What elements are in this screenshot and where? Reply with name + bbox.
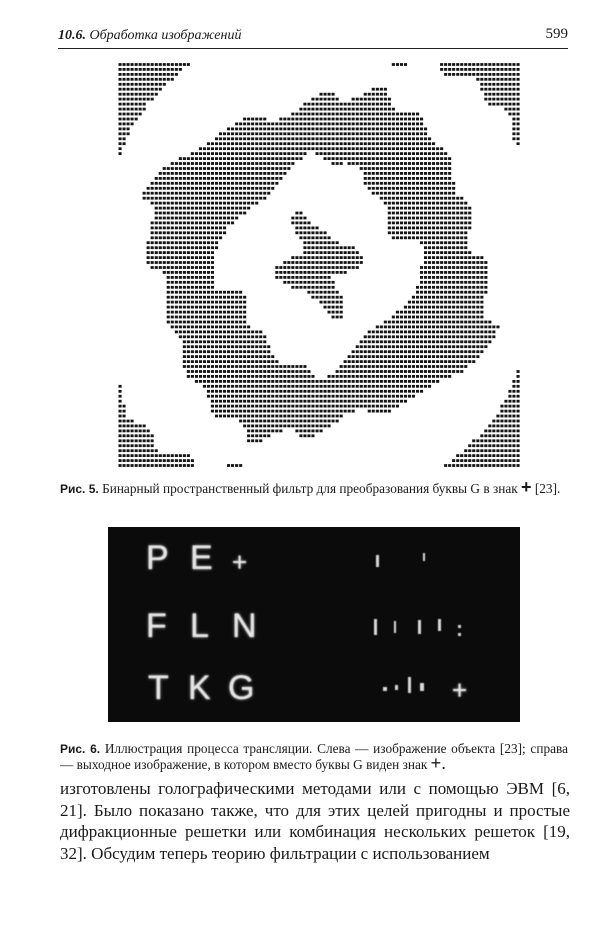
running-header <box>58 26 568 49</box>
page-number: 599 <box>545 26 568 42</box>
output-trace <box>438 619 441 631</box>
output-trace <box>374 619 377 635</box>
figure-6-photo <box>108 527 520 722</box>
output-trace <box>395 685 398 690</box>
output-trace <box>423 553 425 561</box>
output-trace <box>458 633 461 636</box>
output-trace <box>383 687 387 691</box>
input-letter-t: T <box>148 669 169 707</box>
output-trace <box>420 683 424 691</box>
output-plus: + <box>452 675 468 705</box>
section-title: Обработка изображений <box>89 28 242 43</box>
figure-5-reference: [23]. <box>534 481 561 496</box>
figure-5-caption <box>60 477 572 497</box>
figure-6-label: Рис. 6. <box>60 742 101 756</box>
figure-6-plus-symbol: +. <box>430 753 447 773</box>
output-trace <box>394 621 396 633</box>
input-letter-e: E <box>190 539 213 577</box>
output-trace <box>408 677 411 693</box>
input-letter-k: K <box>188 669 211 707</box>
filter-pattern <box>119 63 520 467</box>
output-trace <box>458 625 461 628</box>
input-letter-g: G <box>228 669 255 707</box>
figure-5-label: Рис. 5. <box>60 482 99 496</box>
input-letter-l: L <box>190 607 209 645</box>
figure-6-caption-text: Иллюстрация процесса трансляции. Слева — изображение объекта [23]; справа — выходное изображение, в котором вместо буквы G виден знак <box>60 741 569 772</box>
section-number: 10.6. <box>58 28 86 43</box>
input-letter-p: P <box>146 539 169 577</box>
input-letter-f: F <box>146 607 167 645</box>
body-text <box>60 778 570 864</box>
output-trace <box>418 620 421 634</box>
input-letter-n: N <box>232 607 257 645</box>
body-paragraph: изготовлены голографическими методами или с помощью ЭВМ [6, 21]. Было показано также, что для этих целей пригодны и простые дифракционные решетки или комбинация нескольких решеток [19, 32]. Обсудим теперь теорию фильтрации с использованием <box>60 779 570 863</box>
output-trace <box>376 555 379 567</box>
running-title <box>58 28 241 44</box>
figure-5-caption-text: Бинарный пространственный фильтр для преобразования буквы G в знак <box>102 481 518 496</box>
figure-5-binary-filter <box>118 62 520 468</box>
figure-5-plus-symbol: + <box>521 477 532 497</box>
input-plus: + <box>232 547 248 577</box>
figure-6-caption <box>60 741 568 773</box>
